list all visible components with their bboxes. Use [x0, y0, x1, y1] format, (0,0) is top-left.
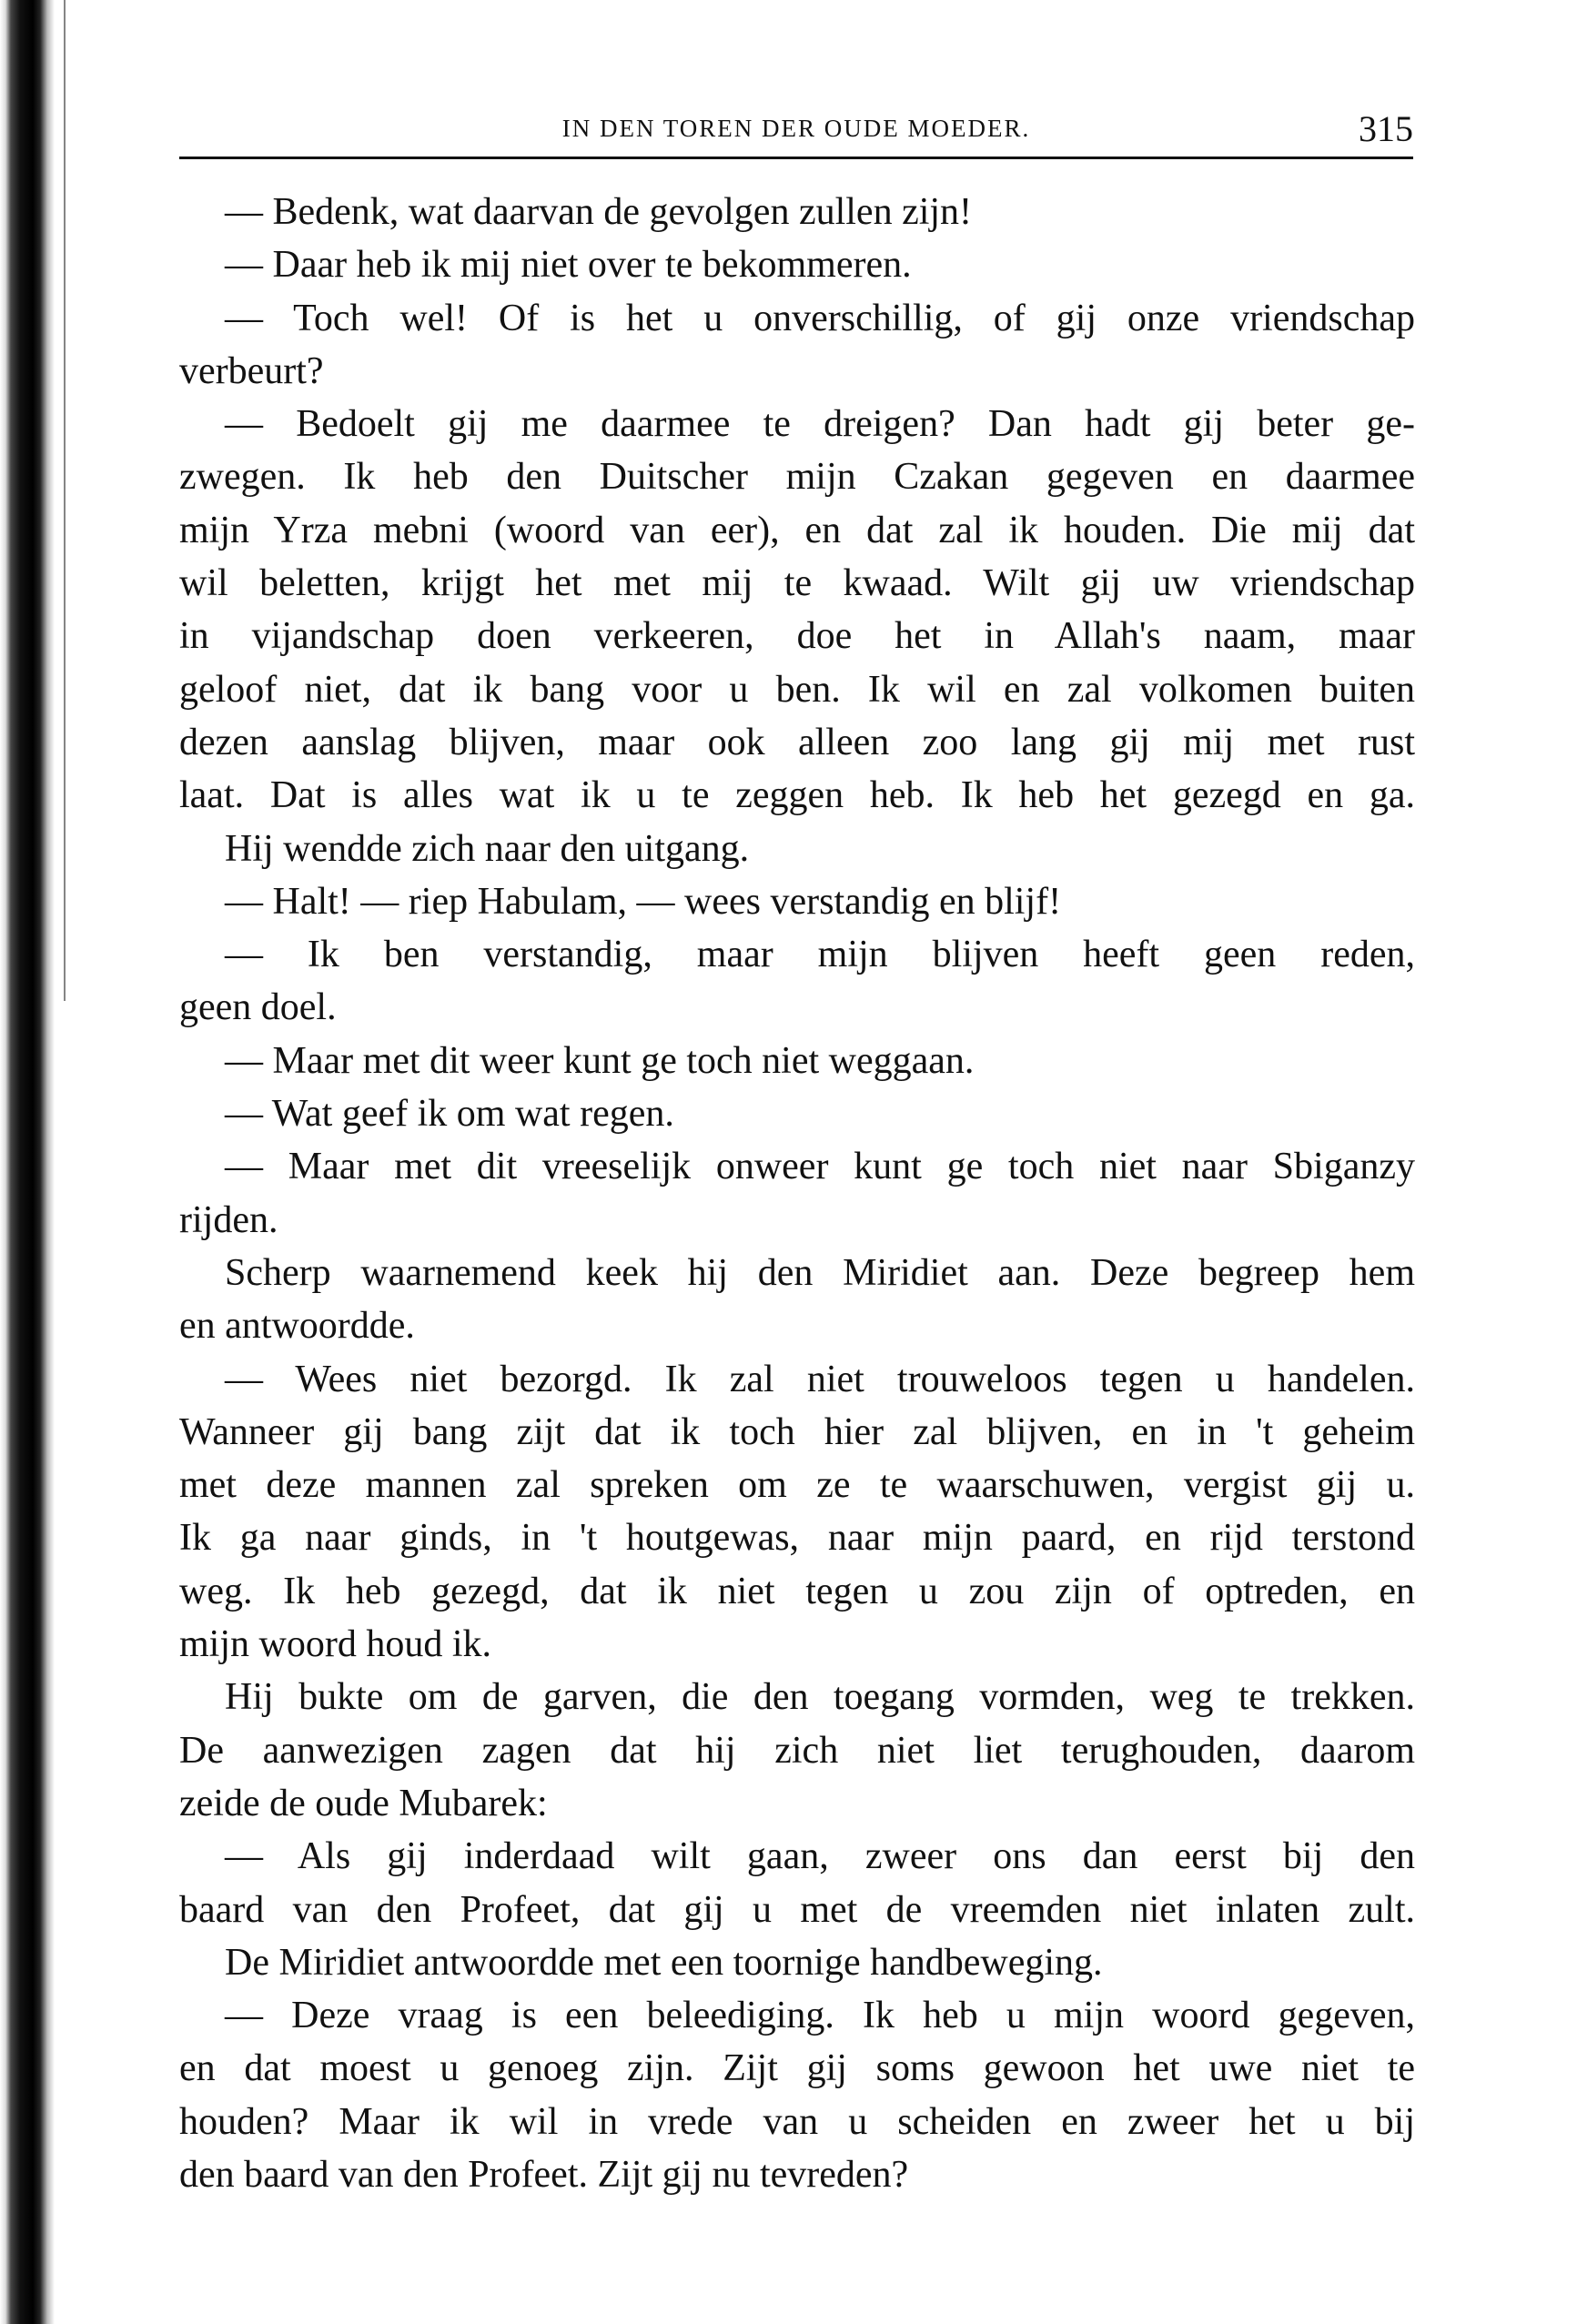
- text-line: met deze mannen zal spreken om ze te waarschuwen, vergist gij u.: [179, 1464, 1415, 1507]
- body-text: [179, 186, 1415, 2201]
- text-line: mijn woord houd ik.: [179, 1623, 491, 1666]
- text-line: — Wees niet bezorgd. Ik zal niet trouweloos tegen u handelen.: [225, 1358, 1415, 1400]
- text-line: — Toch wel! Of is het u onverschillig, of gij onze vriendschap: [225, 297, 1415, 339]
- text-line: — Als gij inderdaad wilt gaan, zweer ons dan eerst bij den: [225, 1835, 1415, 1878]
- text-line: — Maar met dit vreeselijk onweer kunt ge toch niet naar Sbiganzy: [225, 1146, 1415, 1188]
- text-line: baard van den Profeet, dat gij u met de vreemden niet inlaten zult.: [179, 1888, 1415, 1931]
- text-line: — Maar met dit weer kunt ge toch niet weggaan.: [225, 1039, 975, 1082]
- text-line: — Bedenk, wat daarvan de gevolgen zullen zijn!: [225, 191, 973, 233]
- running-title: IN DEN TOREN DER OUDE MOEDER.: [561, 115, 1031, 142]
- text-line: mijn Yrza mebni (woord van eer), en dat zal ik houden. Die mij dat: [179, 509, 1415, 551]
- text-line: — Halt! — riep Habulam, — wees verstandig en blijf!: [225, 880, 1062, 923]
- text-line: in vijandschap doen verkeeren, doe het in Allah's naam, maar: [179, 615, 1415, 658]
- text-line: verbeurt?: [179, 349, 324, 392]
- gutter-shadow: [64, 0, 66, 1001]
- book-binding-edge: [0, 0, 56, 2324]
- text-line: en dat moest u genoeg zijn. Zijt gij soms gewoon het uwe niet te: [179, 2047, 1415, 2090]
- text-line: weg. Ik heb gezegd, dat ik niet tegen u zou zijn of optreden, en: [179, 1570, 1415, 1612]
- text-line: wil beletten, krijgt het met mij te kwaad. Wilt gij uw vriendschap: [179, 562, 1415, 605]
- text-line: den baard van den Profeet. Zijt gij nu tevreden?: [179, 2153, 909, 2196]
- running-head: [179, 107, 1413, 153]
- page-number: 315: [1359, 108, 1413, 149]
- text-line: zwegen. Ik heb den Duitscher mijn Czakan gegeven en daarmee: [179, 456, 1415, 499]
- text-line: — Wat geef ik om wat regen.: [225, 1093, 674, 1136]
- text-line: Hij wendde zich naar den uitgang.: [225, 827, 750, 870]
- text-line: rijden.: [179, 1198, 278, 1241]
- text-line: geen doel.: [179, 986, 337, 1029]
- text-line: — Daar heb ik mij niet over te bekommeren.: [225, 244, 912, 287]
- text-line: De Miridiet antwoordde met een toornige handbeweging.: [225, 1941, 1103, 1984]
- text-line: De aanwezigen zagen dat hij zich niet liet terughouden, daarom: [179, 1729, 1415, 1772]
- text-line: zeide de oude Mubarek:: [179, 1782, 548, 1824]
- text-line: Ik ga naar ginds, in 't houtgewas, naar mijn paard, en rijd terstond: [179, 1517, 1415, 1560]
- text-line: dezen aanslag blijven, maar ook alleen zoo lang gij mij met rust: [179, 721, 1415, 763]
- text-line: Hij bukte om de garven, die den toegang vormden, weg te trekken.: [225, 1676, 1415, 1719]
- header-rule: [179, 157, 1413, 159]
- text-line: — Ik ben verstandig, maar mijn blijven heeft geen reden,: [225, 934, 1415, 976]
- text-line: — Bedoelt gij me daarmee te dreigen? Dan hadt gij beter ge-: [225, 403, 1415, 446]
- text-line: Wanneer gij bang zijt dat ik toch hier zal blijven, en in 't geheim: [179, 1410, 1415, 1453]
- text-line: geloof niet, dat ik bang voor u ben. Ik wil en zal volkomen buiten: [179, 668, 1415, 711]
- text-line: houden? Maar ik wil in vrede van u scheiden en zweer het u bij: [179, 2100, 1415, 2143]
- text-line: Scherp waarnemend keek hij den Miridiet aan. Deze begreep hem: [225, 1251, 1415, 1294]
- text-line: laat. Dat is alles wat ik u te zeggen heb. Ik heb het gezegd en ga.: [179, 774, 1415, 817]
- text-line: — Deze vraag is een beleediging. Ik heb u mijn woord gegeven,: [225, 1995, 1415, 2037]
- text-line: en antwoordde.: [179, 1305, 415, 1348]
